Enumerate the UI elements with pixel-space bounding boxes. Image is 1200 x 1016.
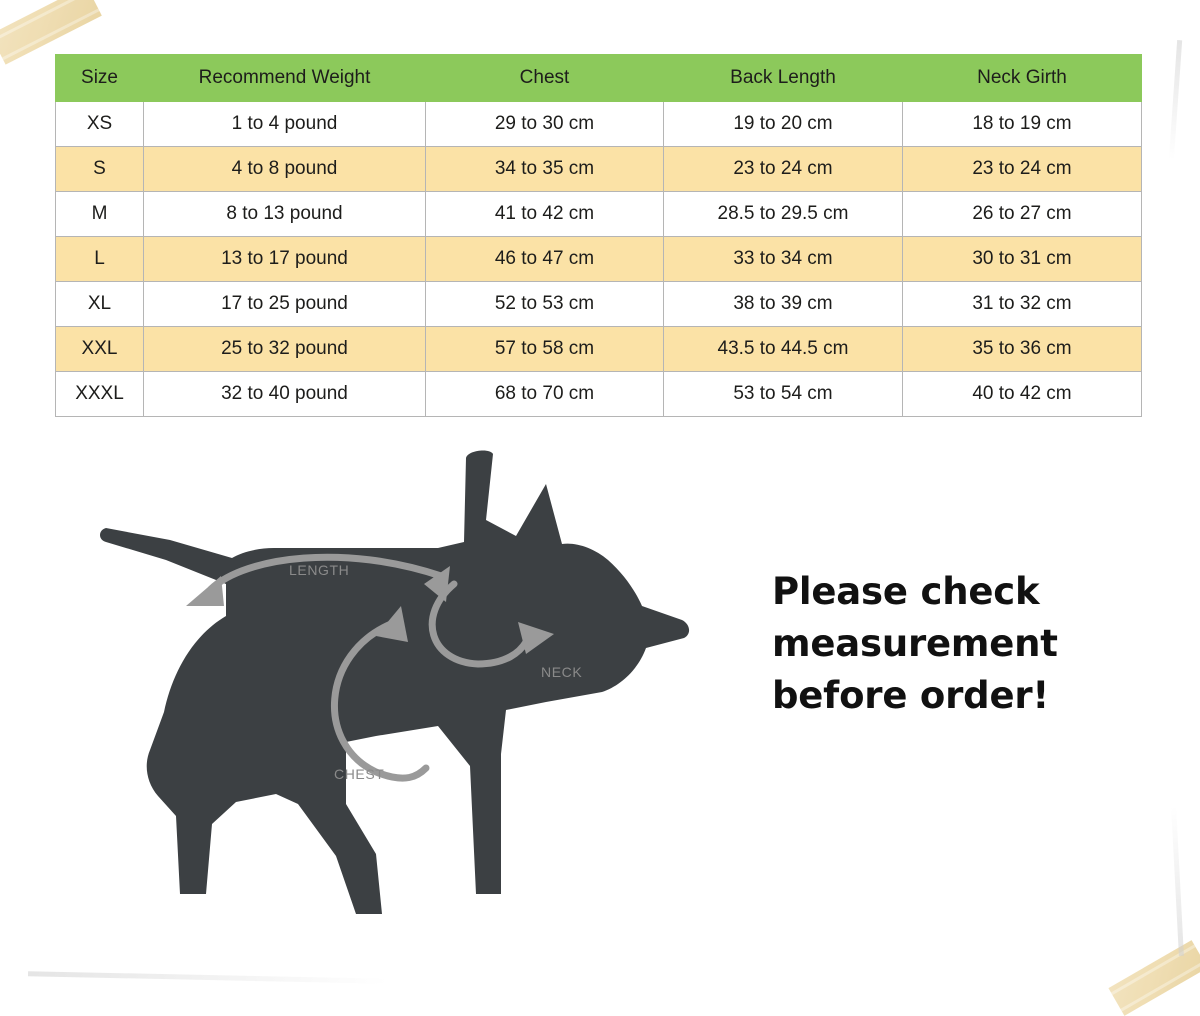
cell-neck: 30 to 31 cm — [903, 237, 1142, 282]
cell-weight: 1 to 4 pound — [144, 102, 426, 147]
cell-chest: 34 to 35 cm — [426, 147, 664, 192]
cell-size: XL — [56, 282, 144, 327]
tape-bottom-right — [1108, 940, 1200, 1016]
table-row — [56, 372, 1142, 417]
cell-back: 33 to 34 cm — [664, 237, 903, 282]
cell-weight: 25 to 32 pound — [144, 327, 426, 372]
cell-chest: 41 to 42 cm — [426, 192, 664, 237]
cell-back: 19 to 20 cm — [664, 102, 903, 147]
page-edge-shadow-top-right — [1169, 40, 1182, 160]
headline-line-3: before order! — [772, 673, 1050, 717]
cell-chest: 57 to 58 cm — [426, 327, 664, 372]
length-arrow-head-left — [186, 576, 224, 606]
cell-chest: 46 to 47 cm — [426, 237, 664, 282]
dog-silhouette-icon — [100, 451, 689, 914]
column-header-neck-girth: Neck Girth — [903, 55, 1142, 102]
cell-size: L — [56, 237, 144, 282]
page-edge-shadow-bottom-left — [28, 971, 388, 984]
table-row — [56, 237, 1142, 282]
headline-line-2: measurement — [772, 621, 1058, 665]
cell-neck: 40 to 42 cm — [903, 372, 1142, 417]
cell-neck: 23 to 24 cm — [903, 147, 1142, 192]
cell-chest: 29 to 30 cm — [426, 102, 664, 147]
cell-neck: 26 to 27 cm — [903, 192, 1142, 237]
cell-size: XS — [56, 102, 144, 147]
table-row — [56, 147, 1142, 192]
cell-chest: 52 to 53 cm — [426, 282, 664, 327]
column-header-size: Size — [56, 55, 144, 102]
table-row — [56, 192, 1142, 237]
headline — [772, 566, 1102, 721]
column-header-chest: Chest — [426, 55, 664, 102]
cell-size: M — [56, 192, 144, 237]
page-edge-shadow-bottom-right — [1171, 806, 1184, 956]
cell-back: 43.5 to 44.5 cm — [664, 327, 903, 372]
label-neck: NECK — [541, 664, 583, 680]
cell-back: 38 to 39 cm — [664, 282, 903, 327]
cell-back: 28.5 to 29.5 cm — [664, 192, 903, 237]
size-chart-table-wrapper — [55, 54, 1141, 417]
cell-weight: 8 to 13 pound — [144, 192, 426, 237]
table-row — [56, 282, 1142, 327]
label-chest: CHEST — [334, 766, 385, 782]
cell-weight: 13 to 17 pound — [144, 237, 426, 282]
column-header-weight: Recommend Weight — [144, 55, 426, 102]
label-length: LENGTH — [289, 562, 350, 578]
measurement-diagram — [46, 424, 696, 944]
table-header-row — [56, 55, 1142, 102]
cell-size: XXL — [56, 327, 144, 372]
cell-back: 53 to 54 cm — [664, 372, 903, 417]
table-row — [56, 102, 1142, 147]
cell-back: 23 to 24 cm — [664, 147, 903, 192]
cell-size: XXXL — [56, 372, 144, 417]
headline-line-1: Please check — [772, 570, 1040, 613]
cell-weight: 17 to 25 pound — [144, 282, 426, 327]
column-header-back-length: Back Length — [664, 55, 903, 102]
cell-weight: 4 to 8 pound — [144, 147, 426, 192]
cell-neck: 35 to 36 cm — [903, 327, 1142, 372]
table-row — [56, 327, 1142, 372]
cell-size: S — [56, 147, 144, 192]
cell-neck: 31 to 32 cm — [903, 282, 1142, 327]
cell-weight: 32 to 40 pound — [144, 372, 426, 417]
cell-neck: 18 to 19 cm — [903, 102, 1142, 147]
size-chart-table — [55, 54, 1142, 417]
cell-chest: 68 to 70 cm — [426, 372, 664, 417]
